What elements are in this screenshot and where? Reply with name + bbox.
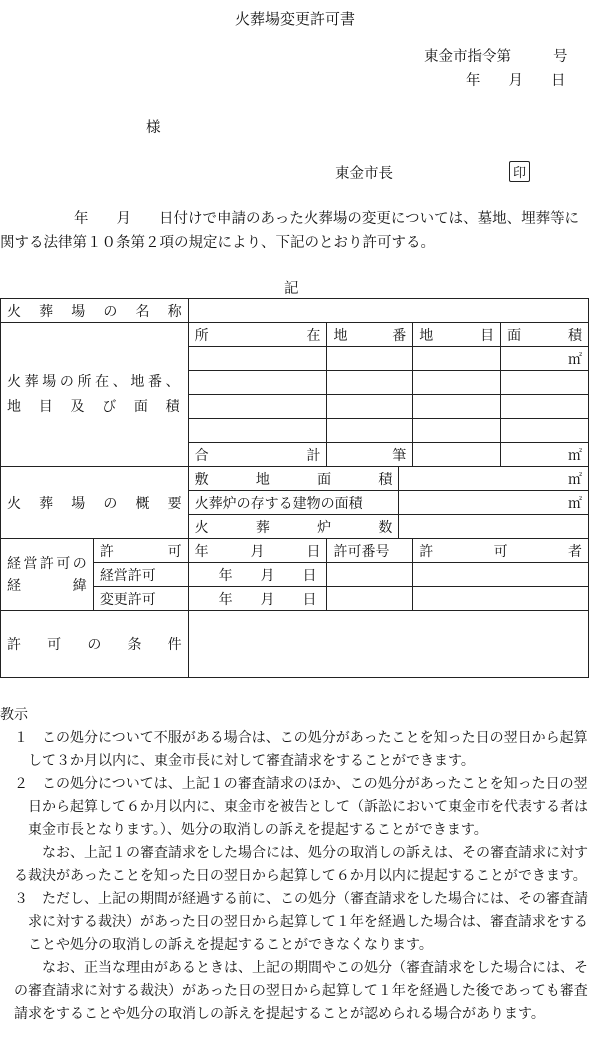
instructions-heading: 教示 xyxy=(0,707,28,723)
col-cat-char: 目 xyxy=(480,327,495,344)
loc-cell xyxy=(188,419,327,443)
site-area-char: 敷 xyxy=(194,471,209,488)
conditions-label xyxy=(7,634,182,654)
history-permit-head xyxy=(100,541,182,561)
overview-label-char: 火 xyxy=(7,495,21,512)
building-area-unit: ㎡ xyxy=(399,491,589,515)
seal-label: 印 xyxy=(509,161,530,182)
body-month: 月 xyxy=(116,211,131,227)
hist-holder-char: 許 xyxy=(419,543,434,560)
change-number-cell xyxy=(327,587,413,611)
overview-label-char: 場 xyxy=(71,495,86,512)
note-item-2: ２ この処分については、上記１の審査請求のほか、この処分があったことを知った日の翌日から起算して６か月以内に、東金市を被告として（訴訟において東金市を代表する者は東金市長となります。）、処分の取消しの訴えを提起することができます。 xyxy=(14,776,588,838)
ref-label: 東金市指令第 xyxy=(424,49,511,65)
location-label: 火葬場の所在、地番、地目及び面積 xyxy=(7,373,182,415)
history-label: 経営許可の経緯 xyxy=(7,555,87,594)
date-year: 年 xyxy=(466,73,481,89)
mgmt-day: 日 xyxy=(302,567,317,584)
row-history-head xyxy=(1,539,589,563)
name-label-char: 葬 xyxy=(39,303,54,320)
site-area-char: 積 xyxy=(378,471,393,488)
note-item-3: ３ ただし、上記の期間が経過する前に、この処分（審査請求をした場合には、その審査請求に対する裁決）があった日の翌日から起算して１年を経過した場合は、審査請求をすることや処分の取消しの訴えを提起することができなくなります。 xyxy=(14,891,588,953)
ki-heading: 記 xyxy=(284,281,299,297)
total-label-char: 合 xyxy=(194,447,209,464)
body-year: 年 xyxy=(74,211,89,227)
name-label-char: 称 xyxy=(167,303,182,320)
col-land-category xyxy=(419,325,494,345)
conditions-label-char: の xyxy=(87,637,102,653)
total-label-char: 計 xyxy=(306,447,321,464)
conditions-label-char: 件 xyxy=(167,637,182,653)
site-area-char: 面 xyxy=(317,471,332,488)
total-cat-cell xyxy=(413,443,501,467)
furnace-count-char: 葬 xyxy=(255,519,270,536)
parcel-count-unit: 筆 xyxy=(327,443,413,467)
row-name xyxy=(1,299,589,323)
cat-cell xyxy=(413,347,501,371)
overview-label-char: 要 xyxy=(167,495,182,512)
history-date-head xyxy=(195,541,321,561)
overview-label-char: 概 xyxy=(135,495,150,512)
conditions-label-char: 可 xyxy=(47,637,62,653)
loc-cell xyxy=(188,347,327,371)
col-location xyxy=(195,325,321,345)
change-permit-label: 変更許可 xyxy=(93,587,188,611)
overview-label xyxy=(7,493,182,513)
hist-permit-char: 許 xyxy=(99,543,114,560)
change-day: 日 xyxy=(302,591,317,608)
furnace-count-char: 火 xyxy=(194,519,209,536)
instructions xyxy=(0,704,590,1026)
hist-permit-char: 可 xyxy=(167,543,182,560)
lot-cell xyxy=(327,371,413,395)
row-location-head xyxy=(1,323,589,347)
lot-cell xyxy=(327,347,413,371)
document-title: 火葬場変更許可書 xyxy=(234,10,355,28)
mgmt-month: 月 xyxy=(260,567,275,584)
col-lot-number xyxy=(333,325,406,345)
date-month: 月 xyxy=(508,73,523,89)
total-area-unit: ㎡ xyxy=(501,443,589,467)
hist-ymd-char: 年 xyxy=(194,543,209,560)
loc-cell xyxy=(188,395,327,419)
mgmt-number-cell xyxy=(327,563,413,587)
change-holder-cell xyxy=(413,587,589,611)
site-area-unit: ㎡ xyxy=(399,467,589,491)
conditions-label-char: 許 xyxy=(7,637,21,653)
overview-label-char: 葬 xyxy=(39,495,54,512)
name-label-char: 火 xyxy=(7,303,21,320)
furnace-count-value xyxy=(399,515,589,539)
lot-cell xyxy=(327,419,413,443)
body-line-1 xyxy=(74,207,579,228)
furnace-count-char: 炉 xyxy=(317,519,332,536)
hist-ymd-char: 月 xyxy=(250,543,265,560)
permit-table xyxy=(0,298,589,678)
col-area xyxy=(507,325,582,345)
hist-ymd-char: 日 xyxy=(306,543,321,560)
issuer-name: 東金市長 xyxy=(335,166,393,182)
change-month: 月 xyxy=(260,591,275,608)
name-label-char: 場 xyxy=(71,303,86,320)
reference-number xyxy=(424,45,568,66)
name-label-char: 名 xyxy=(135,303,150,320)
col-lot-char: 地 xyxy=(333,327,348,344)
body-line-2: 関する法律第１０条第２項の規定により、下記のとおり許可する。 xyxy=(0,235,435,251)
col-area-char: 積 xyxy=(568,327,582,344)
cat-cell xyxy=(413,419,501,443)
col-lot-char: 番 xyxy=(392,327,407,344)
area-cell xyxy=(501,395,589,419)
note-item-3-sub: なお、正当な理由があるときは、上記の期間やこの処分（審査請求をした場合には、その審査請求に対する裁決）があった日の翌日から起算して１年を経過した後であっても審査請求をすることや処分の取消しの訴えを提起することが認められる場合があります。 xyxy=(14,960,588,1022)
change-year: 年 xyxy=(218,591,233,608)
total-label xyxy=(195,445,321,465)
col-cat-char: 地 xyxy=(419,327,434,344)
addressee-suffix: 様 xyxy=(146,120,161,136)
furnace-count-char: 数 xyxy=(378,519,393,536)
name-value xyxy=(188,299,588,323)
issue-date xyxy=(466,69,566,90)
lot-cell xyxy=(327,395,413,419)
overview-label-char: の xyxy=(103,495,118,512)
history-holder-head xyxy=(419,541,582,561)
col-loc-char: 所 xyxy=(194,327,209,344)
date-day: 日 xyxy=(551,73,566,89)
hist-holder-char: 者 xyxy=(568,543,582,560)
col-area-char: 面 xyxy=(507,327,522,344)
building-area-label: 火葬炉の存する建物の面積 xyxy=(188,491,399,515)
name-label-char: の xyxy=(103,303,118,320)
loc-cell xyxy=(188,371,327,395)
area-unit: ㎡ xyxy=(501,347,589,371)
furnace-count-label xyxy=(195,517,393,537)
mgmt-permit-label: 経営許可 xyxy=(93,563,188,587)
site-area-char: 地 xyxy=(255,471,270,488)
cat-cell xyxy=(413,395,501,419)
area-cell xyxy=(501,371,589,395)
conditions-label-char: 条 xyxy=(127,637,142,653)
mgmt-holder-cell xyxy=(413,563,589,587)
note-item-2-sub: なお、上記１の審査請求をした場合には、処分の取消しの訴えは、その審査請求に対する裁決があったことを知った日の翌日から起算して６か月以内に提起することができます。 xyxy=(14,845,588,884)
ref-suffix: 号 xyxy=(553,49,568,65)
site-area-label xyxy=(195,469,393,489)
area-cell xyxy=(501,419,589,443)
hist-holder-char: 可 xyxy=(493,543,508,560)
row-conditions xyxy=(1,611,589,678)
mgmt-year: 年 xyxy=(218,567,233,584)
row-site-area xyxy=(1,467,589,491)
col-loc-char: 在 xyxy=(306,327,321,344)
name-label xyxy=(7,301,182,321)
cat-cell xyxy=(413,371,501,395)
conditions-value xyxy=(188,611,588,678)
seal-mark xyxy=(509,161,530,182)
note-item-1: １ この処分について不服がある場合は、この処分があったことを知った日の翌日から起算して３か月以内に、東金市長に対して審査請求をすることができます。 xyxy=(14,730,588,769)
history-number-head: 許可番号 xyxy=(327,539,413,563)
body-rest: 日付けで申請のあった火葬場の変更については、墓地、埋葬等に xyxy=(159,211,580,227)
